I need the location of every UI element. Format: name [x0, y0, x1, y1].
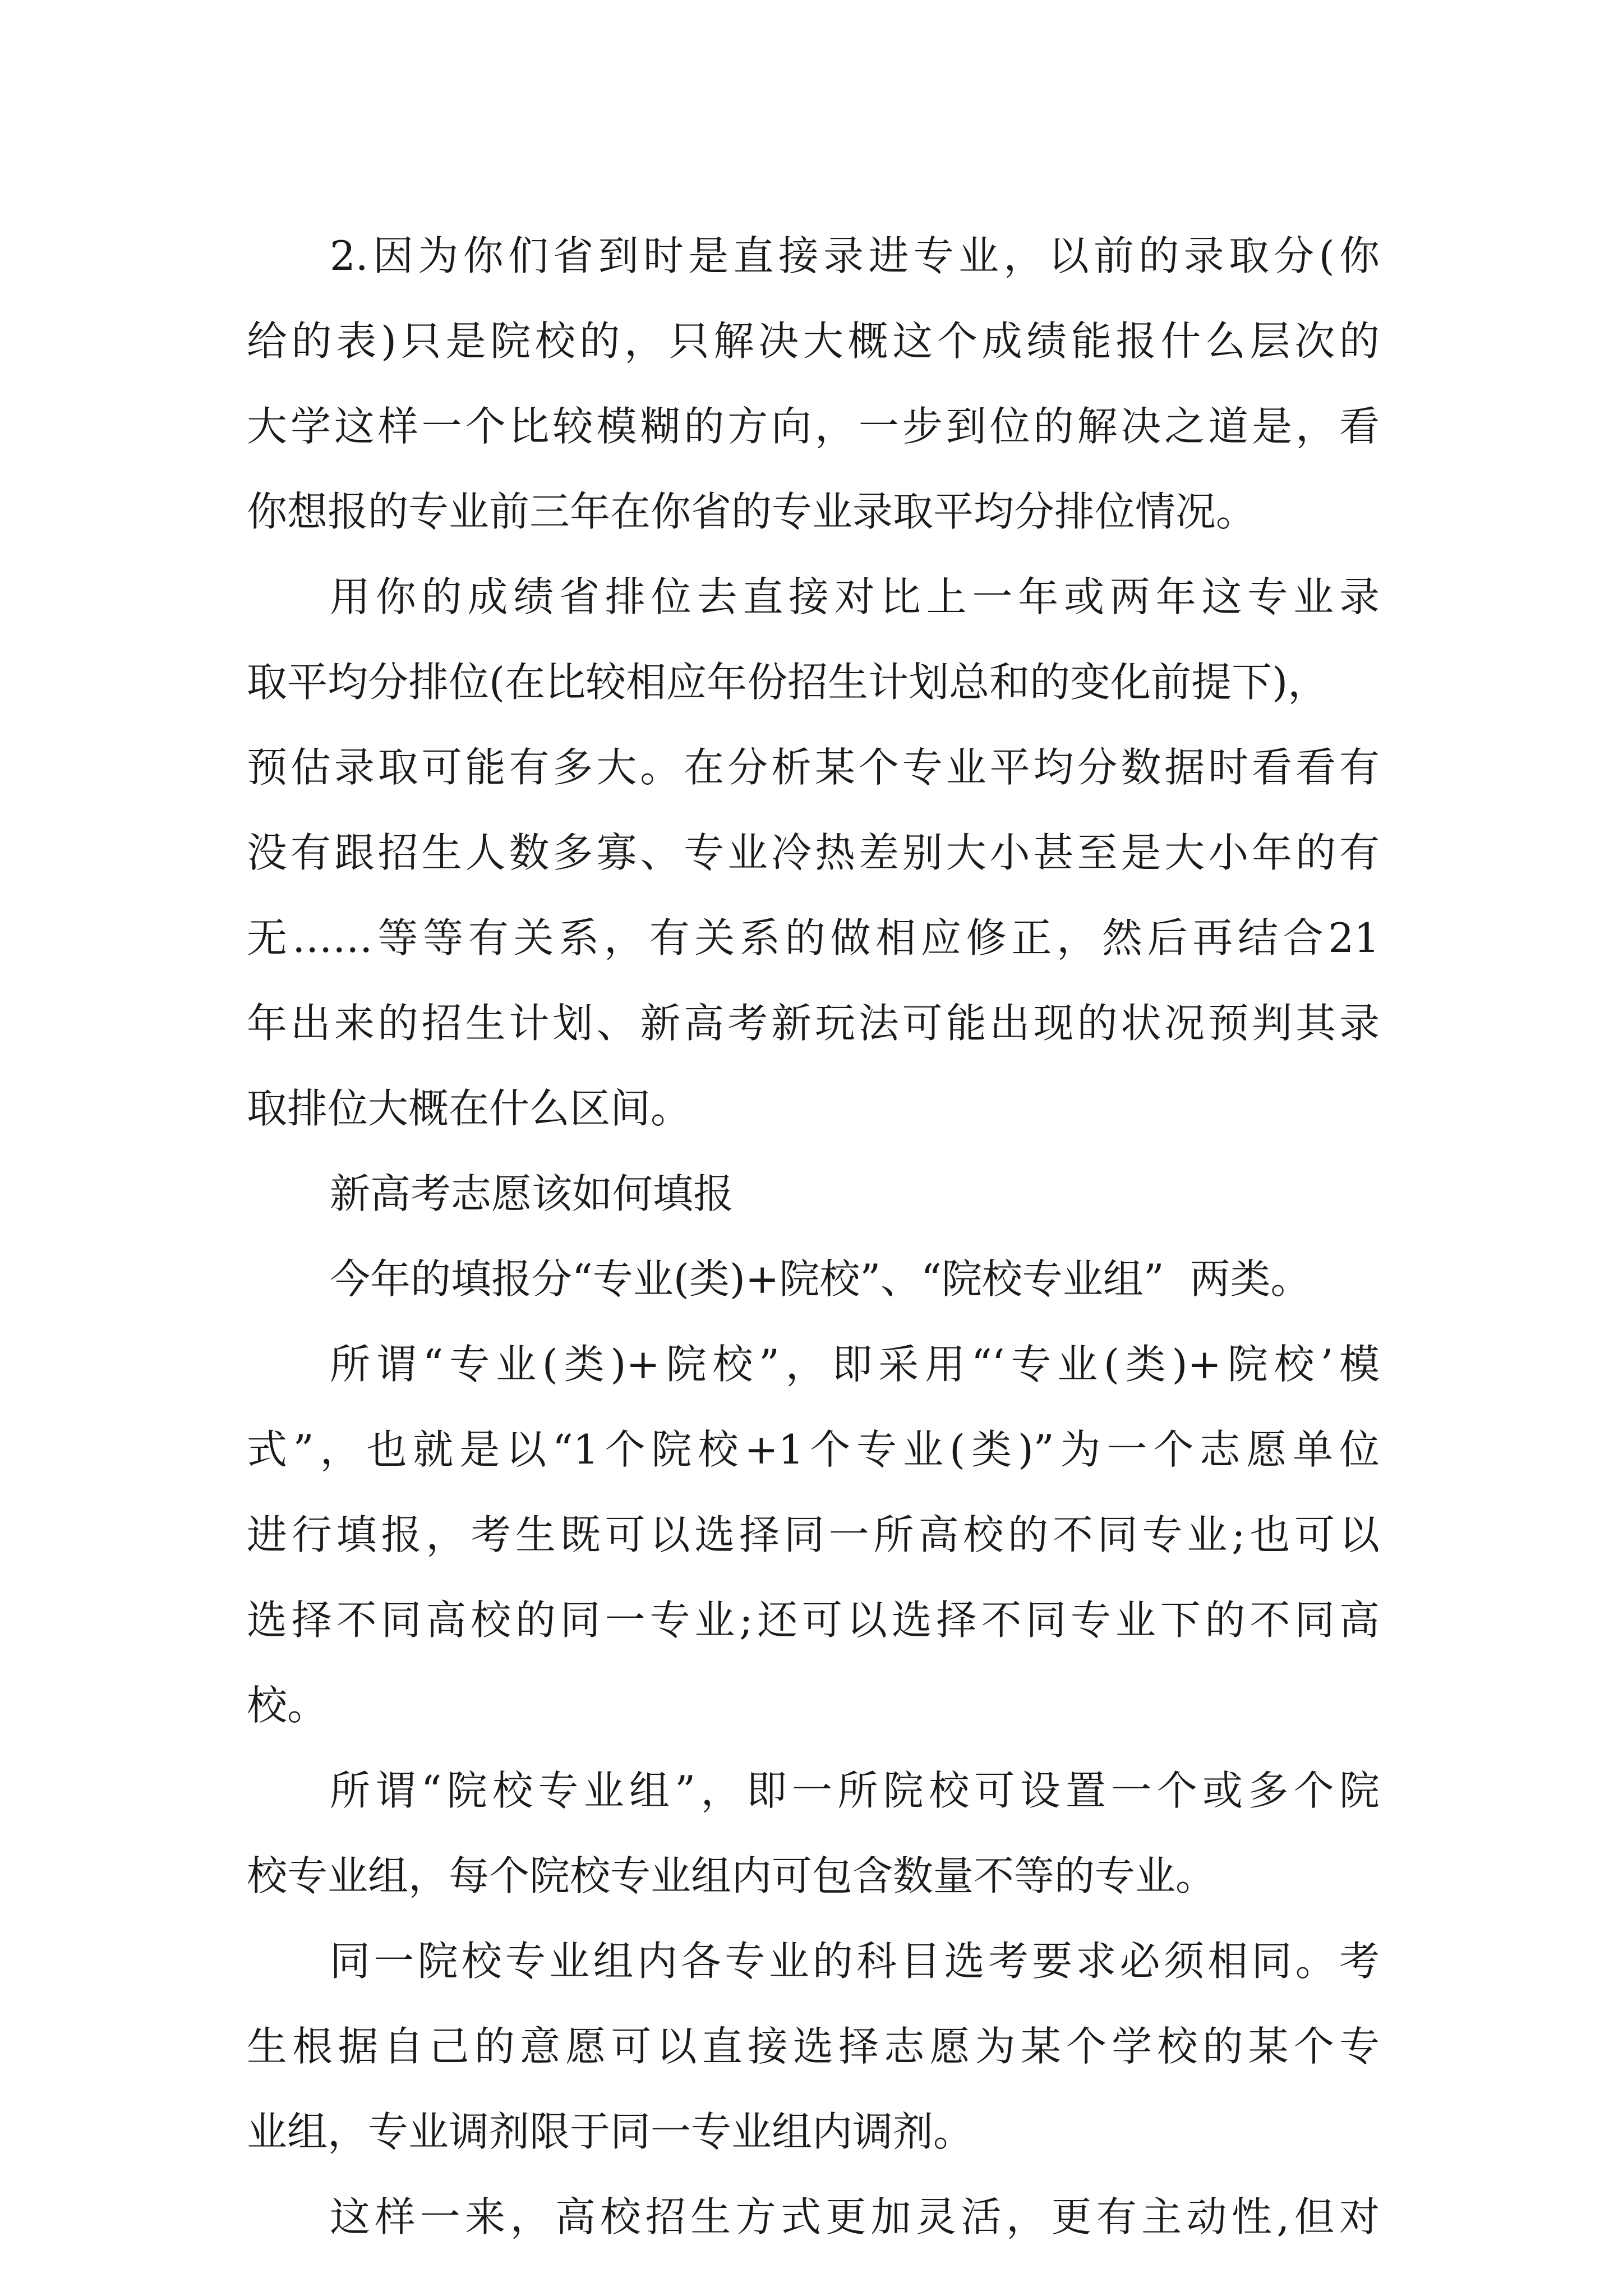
text-line: 没有跟招生人数多寡、专业冷热差别大小甚至是大小年的有 [247, 829, 1380, 876]
text-line: 今年的填报分“专业(类)+院校”、“院校专业组” 两类。 [330, 1255, 1311, 1303]
text-line: 生根据自己的意愿可以直接选择志愿为某个学校的某个专 [247, 2023, 1380, 2070]
text-line: 年出来的招生计划、新高考新玩法可能出现的状况预判其录 [247, 1000, 1380, 1047]
text-line: 你想报的专业前三年在你省的专业录取平均分排位情况。 [247, 488, 1257, 535]
section-heading: 新高考志愿该如何填报 [330, 1170, 734, 1217]
text-line: 取排位大概在什么区间。 [247, 1085, 691, 1132]
text-line: 选择不同高校的同一专业;还可以选择不同专业下的不同高 [247, 1596, 1380, 1644]
text-line: 所谓“专业(类)+院校”，即采用“‘专业(类)+院校’模 [330, 1341, 1380, 1388]
text-line: 2.因为你们省到时是直接录进专业，以前的录取分(你 [330, 232, 1380, 279]
text-line: 预估录取可能有多大。在分析某个专业平均分数据时看看有 [247, 744, 1380, 791]
text-line: 无……等等有关系，有关系的做相应修正，然后再结合21 [247, 914, 1380, 961]
text-line: 校。 [247, 1682, 328, 1729]
body-text [247, 213, 1380, 2260]
text-line: 取平均分排位(在比较相应年份招生计划总和的变化前提下)， [247, 659, 1329, 706]
text-line: 用你的成绩省排位去直接对比上一年或两年这专业录 [330, 573, 1380, 620]
text-line: 这样一来，高校招生方式更加灵活，更有主动性,但对 [330, 2193, 1380, 2240]
text-line: 校专业组，每个院校专业组内可包含数量不等的专业。 [247, 1852, 1216, 1899]
text-line: 给的表)只是院校的，只解决大概这个成绩能报什么层次的 [247, 318, 1380, 365]
text-line: 大学这样一个比较模糊的方向，一步到位的解决之道是，看 [247, 403, 1380, 450]
text-line: 所谓“院校专业组”，即一所院校可设置一个或多个院 [330, 1767, 1380, 1814]
text-line: 进行填报，考生既可以选择同一所高校的不同专业;也可以 [247, 1511, 1380, 1558]
text-line: 业组，专业调剂限于同一专业组内调剂。 [247, 2108, 974, 2155]
text-line: 式”，也就是以“1个院校+1个专业(类)”为一个志愿单位 [247, 1426, 1380, 1473]
text-line: 同一院校专业组内各专业的科目选考要求必须相同。考 [330, 1938, 1380, 1985]
